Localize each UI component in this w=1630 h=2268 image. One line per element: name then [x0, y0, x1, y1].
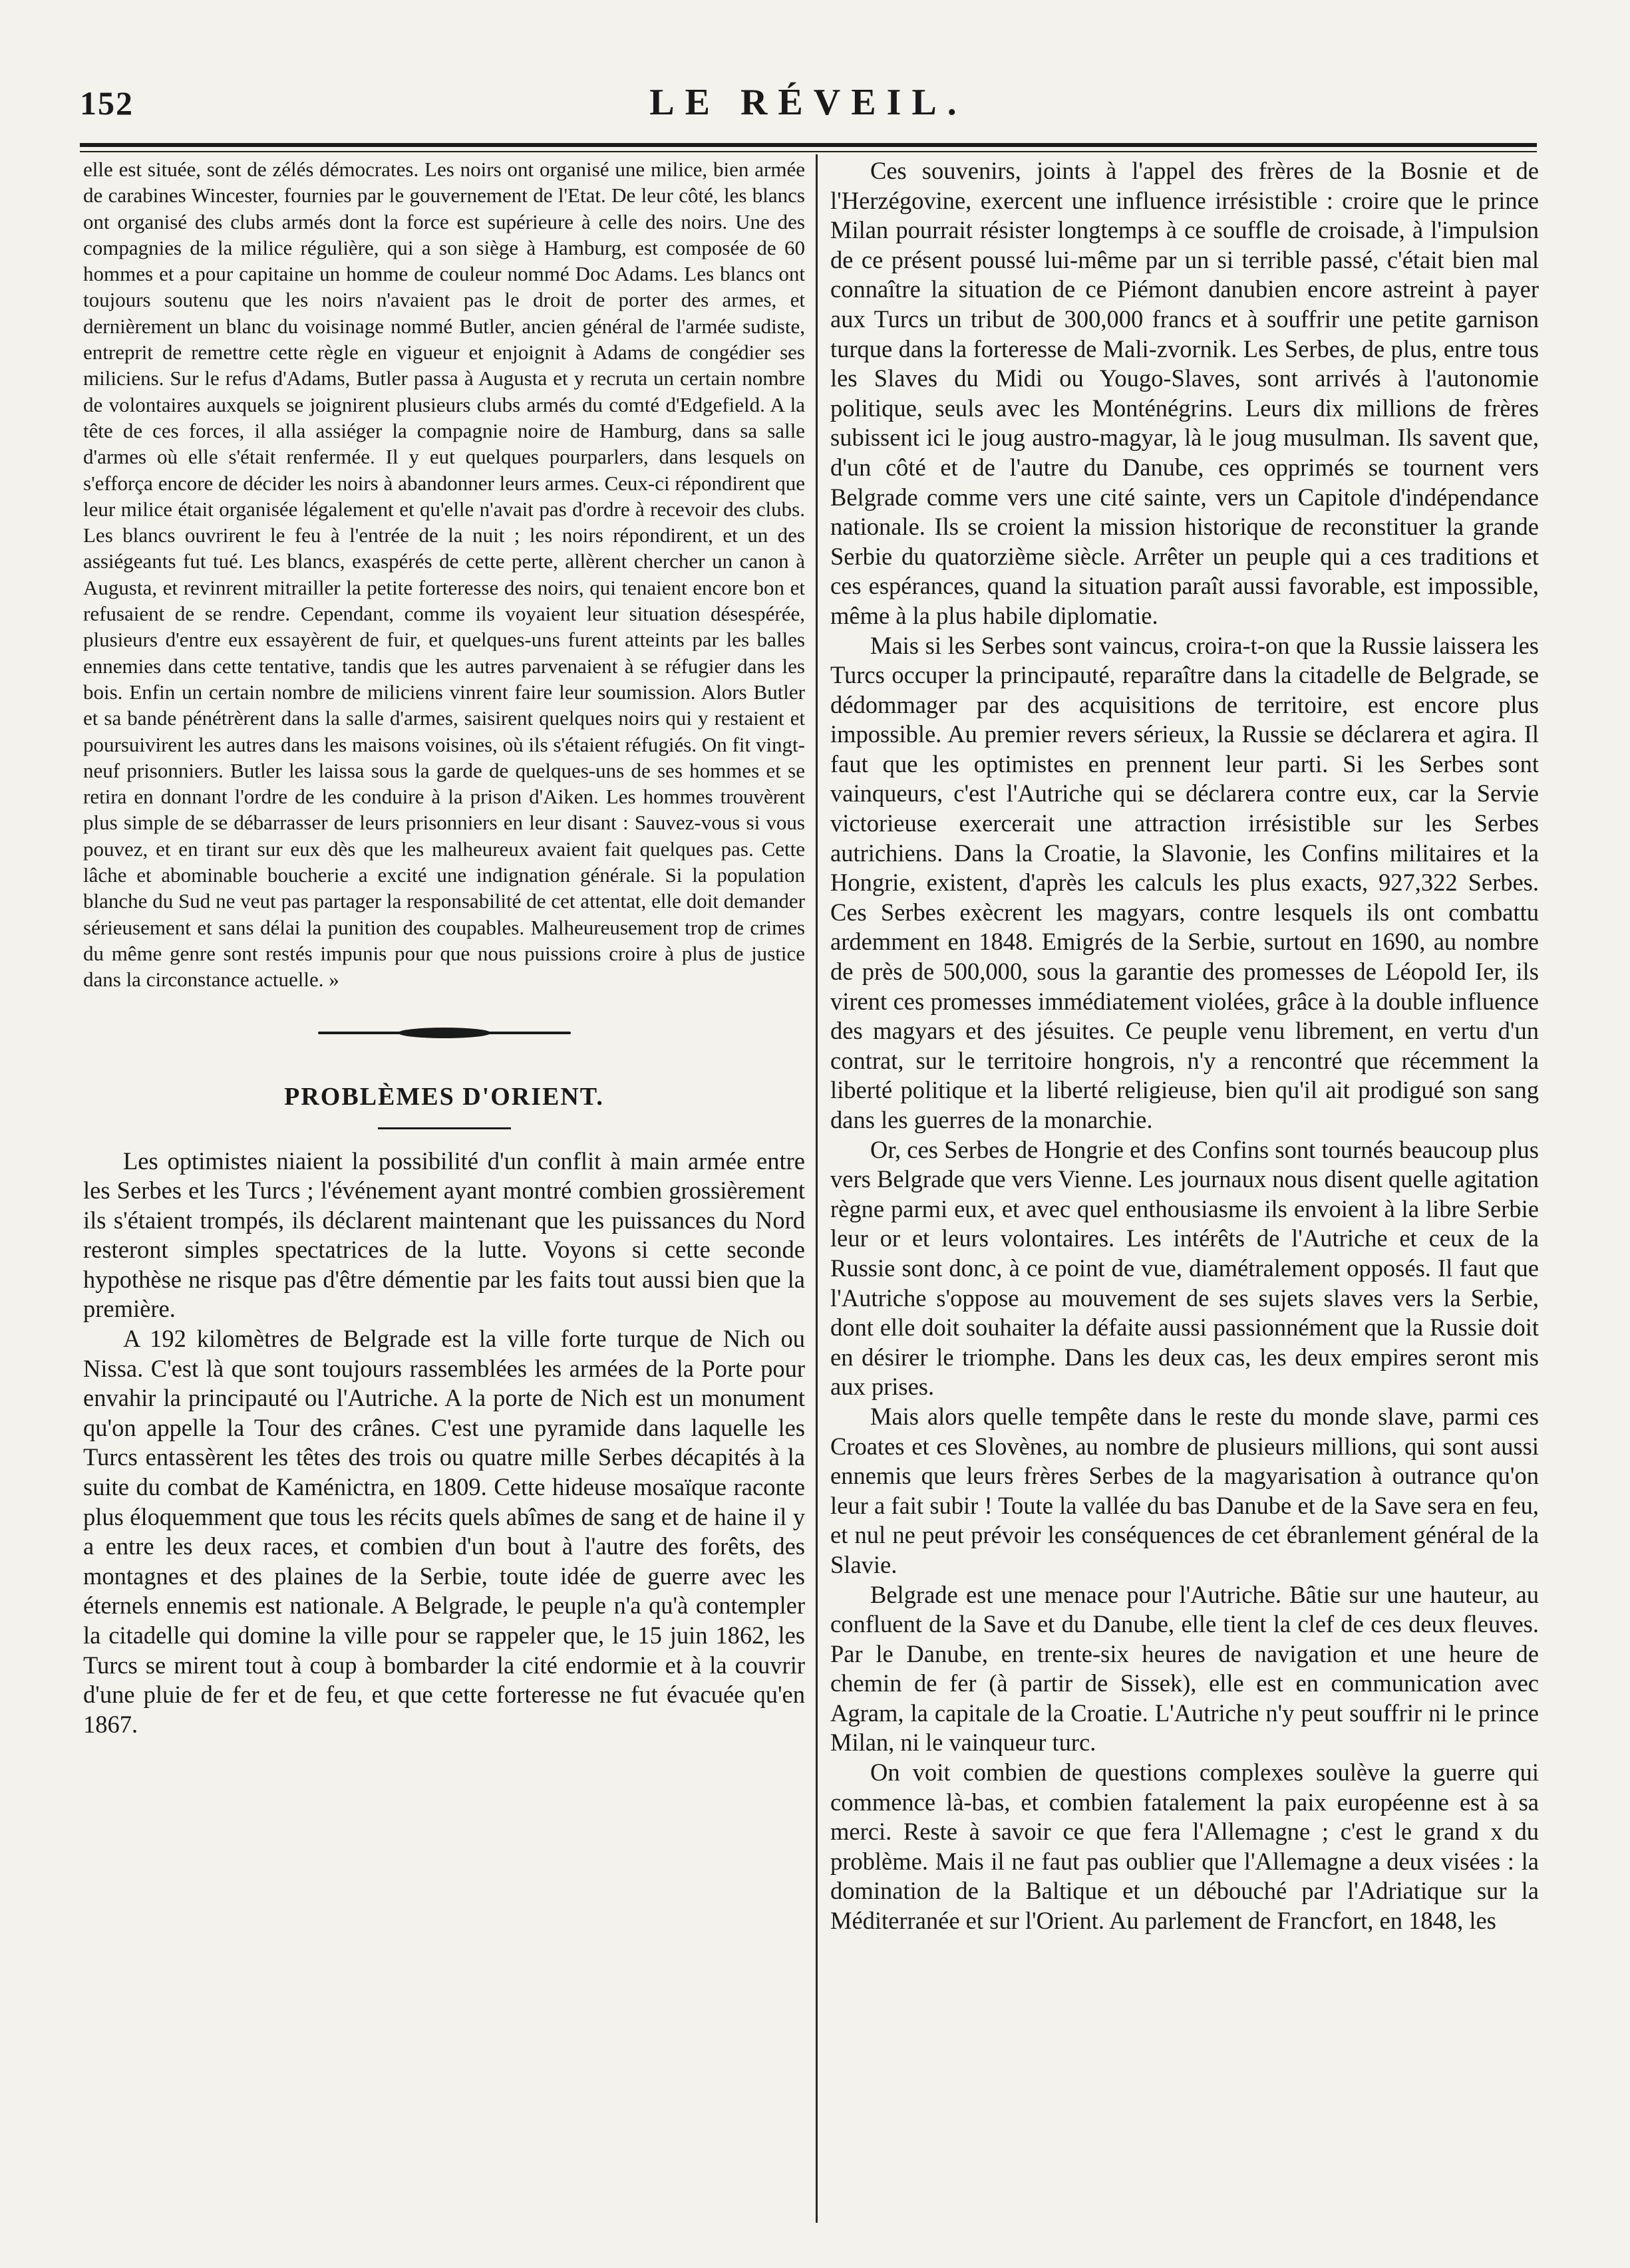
section-title-rule: [378, 1127, 511, 1129]
right-column: [830, 156, 1539, 1936]
article-paragraph: Belgrade est une menace pour l'Autriche. Bâtie sur une hauteur, au confluent de la Save et du Danube, elle tient la clef de ces deux fleuves. Par le Danube, en trente-six heures de navigation et une heure de chemin de fer (à partir de Sissek), elle est en communication avec Agram, la capitale de la Croatie. L'Autriche n'y peut souffrir ni le prince Milan, ni le vainqueur turc.: [830, 1580, 1539, 1757]
column-divider: [816, 154, 818, 2223]
article-paragraph: Ces souvenirs, joints à l'appel des frères de la Bosnie et de l'Herzégovine, exercent une influence irrésistible : croire que le prince Milan pourrait résister longtemps à ce souffle de croisade, à l'impulsion de ce présent poussé lui-même par un si terrible passé, c'était bien mal connaître la situation de ce Piémont danubien encore astreint à payer aux Turcs un tribut de 300,000 francs et à souffrir une petite garnison turque dans la forteresse de Mali-zvornik. Les Serbes, de plus, entre tous les Slaves du Midi ou Yougo-Slaves, sont arrivés à l'autonomie politique, seuls avec les Monténégrins. Leurs dix millions de frères subissent ici le joug austro-magyar, là le joug musulman. Ils savent que, d'un côté et de l'autre du Danube, ces opprimés se tournent vers Belgrade comme vers une cité sainte, vers un Capitole d'indépendance nationale. Ils se croient la mission historique de reconstituer la grande Serbie du quatorzième siècle. Arrêter un peuple qui a ces traditions et ces espérances, quand la situation paraît aussi favorable, est impossible, même à la plus habile diplomatie.: [830, 157, 1539, 629]
header-rule-thick: [80, 143, 1537, 147]
page-number: 152: [80, 84, 134, 122]
section-title: PROBLÈMES D'ORIENT.: [284, 1082, 604, 1111]
page-header: [80, 47, 1537, 133]
article-paragraph: A 192 kilomètres de Belgrade est la ville forte turque de Nich ou Nissa. C'est là que sont toujours rassemblées les armées de la Porte pour envahir la principauté ou l'Autriche. A la porte de Nich est un monument qu'on appelle la Tour des crânes. C'est une pyramide dans laquelle les Turcs entassèrent les têtes des trois ou quatre mille Serbes décapités à la suite du combat de Kaménictra, en 1809. Cette hideuse mosaïque raconte plus éloquemment que tous les récits quels abîmes de sang et de haine il y a entre les deux races, et combien d'un bout à l'autre des forêts, des montagnes et des plaines de la Serbie, toute idée de guerre avec les éternels ennemis est nationale. A Belgrade, le peuple n'a qu'à contempler la citadelle qui domine la ville pour se rappeler que, le 15 juin 1862, les Turcs se mirent tout à coup à bombarder la cité endormie et à la couvrir d'une pluie de fer et de feu, et que cette forteresse ne fut évacuée qu'en 1867.: [83, 1325, 805, 1738]
header-rule-thin: [80, 151, 1537, 152]
article-paragraph: Les optimistes niaient la possibilité d'un conflit à main armée entre les Serbes et les Turcs ; l'événement ayant montré combien grossièrement ils s'étaient trompés, ils déclarent maintenant que les puissances du Nord resteront simples spectatrices de la lutte. Voyons si cette seconde hypothèse ne risque pas d'être démentie par les faits tout aussi bien que la première.: [83, 1147, 805, 1323]
section-separator-ornament: [83, 993, 805, 1066]
left-column: [83, 156, 805, 1739]
article-continuation-paragraph: elle est située, sont de zélés démocrates. Les noirs ont organisé une milice, bien armée de carabines Wincester, fournies par le gouvernement de l'Etat. De leur côté, les blancs ont organisé des clubs armés dont la force est supérieure à celle des noirs. Une des compagnies de la milice régulière, qui a son siège à Hamburg, est composée de 60 hommes et a pour capitaine un homme de couleur nommé Doc Adams. Les blancs ont toujours soutenu que les noirs n'avaient pas le droit de porter des armes, et dernièrement un blanc du voisinage nommé Butler, ancien général de l'armée sudiste, entreprit de remettre cette règle en vigueur et enjoignit à Adams de congédier ses miliciens. Sur le refus d'Adams, Butler passa à Augusta et y recruta un certain nombre de volontaires auxquels se joignirent plusieurs clubs armés du comté d'Edgefield. A la tête de ces forces, il alla assiéger la compagnie noire de Hamburg, dans sa salle d'armes où elle s'était renfermée. Il y eut quelques pourparlers, dans lesquels on s'efforça encore de décider les noirs à abandonner leurs armes. Ceux-ci répondirent que leur milice était organisée légalement et qu'elle n'avait pas d'ordre à recevoir des clubs. Les blancs ouvrirent le feu à l'entrée de la nuit ; les noirs répondirent, et un des assiégeants fut tué. Les blancs, exaspérés de cette perte, allèrent chercher un canon à Augusta, et revinrent mitrailler la petite forteresse des noirs, qui tenaient encore bon et refusaient de se rendre. Cependant, comme ils voyaient leur situation désespérée, plusieurs d'entre eux essayèrent de fuir, et quelques-uns furent atteints par les balles ennemies dans cette tentative, tandis que les autres parvenaient à se réfugier dans les bois. Enfin un certain nombre de miliciens vinrent faire leur soumission. Alors Butler et sa bande pénétrèrent dans la salle d'armes, saisirent quelques noirs qui y restaient et poursuivirent les autres dans les maisons voisines, où ils s'étaient réfugiés. On fit vingt-neuf prisonniers. Butler les laissa sous la garde de quelques-uns de ses hommes et se retira en donnant l'ordre de les conduire à la prison d'Aiken. Les hommes trouvèrent plus simple de se débarrasser de leurs prisonniers en leur disant : Sauvez-vous si vous pouvez, et en tirant sur eux dès que les malheureux avaient fait quelques pas. Cette lâche et abominable boucherie a excité une indignation générale. Si la population blanche du Sud ne veut pas partager la responsabilité de cet attentat, elle doit demander sérieusement et sans délai la punition des coupables. Malheureusement trop de crimes du même genre sont restés impunis pour que nous puissions croire à plus de justice dans la circonstance actuelle. »: [83, 158, 805, 992]
article-paragraph: Mais alors quelle tempête dans le reste du monde slave, parmi ces Croates et ces Slovènes, au nombre de plusieurs millions, qui sont aussi ennemis que leurs frères Serbes de la magyarisation à outrance qu'on leur a fait subir ! Toute la vallée du bas Danube et de la Save sera en feu, et nul ne peut prévoir les conséquences de cet ébranlement général de la Slavie.: [830, 1402, 1539, 1578]
article-paragraph: Mais si les Serbes sont vaincus, croira-t-on que la Russie laissera les Turcs occuper la principauté, reparaître dans la citadelle de Belgrade, se dédommager par des acquisitions de territoire, est encore plus impossible. Au premier revers sérieux, la Russie se déclarera et agira. Il faut que les optimistes en prennent leur parti. Si les Serbes sont vainqueurs, c'est l'Autriche qui se déclarera contre eux, car la Servie victorieuse exercerait une attraction irrésistible sur les Serbes autrichiens. Dans la Croatie, la Slavonie, les Confins militaires et la Hongrie, existent, d'après les calculs les plus exacts, 927,322 Serbes. Ces Serbes exècrent les magyars, contre lesquels ils ont combattu ardemment en 1848. Emigrés de la Serbie, surtout en 1690, au nombre de près de 500,000, sous la garantie des promesses de Léopold Ier, ils virent ces promesses immédiatement violées, grâce à la double influence des magyars et des jésuites. Ce peuple venu librement, en vertu d'un contrat, sur le territoire hongrois, n'y a rencontré que récemment la liberté politique et la liberté religieuse, bien qu'il ait prodigué son sang dans les guerres de la monarchie.: [830, 631, 1539, 1133]
article-paragraph: Or, ces Serbes de Hongrie et des Confins sont tournés beaucoup plus vers Belgrade que vers Vienne. Les journaux nous disent quelle agitation règne parmi eux, et avec quel enthousiasme ils envoient à la libre Serbie leur or et leurs volontaires. Les intérêts de l'Autriche et ceux de la Russie sont donc, à ce point de vue, diamétralement opposés. Il faut que l'Autriche s'oppose au mouvement de ses sujets slaves vers la Serbie, dont elle doit souhaiter la défaite aussi passionnément que la Russie doit en désirer le triomphe. Dans les deux cas, les deux empires seront mis aux prises.: [830, 1135, 1539, 1401]
running-title: LE RÉVEIL.: [649, 82, 967, 123]
article-paragraph: On voit combien de questions complexes soulève la guerre qui commence là-bas, et combien fatalement la paix européenne est à sa merci. Reste à savoir ce que fera l'Allemagne ; c'est le grand x du problème. Mais il ne faut pas oublier que l'Allemagne a deux visées : la domination de la Baltique et un débouché par l'Adriatique sur la Méditerranée et sur l'Orient. Au parlement de Francfort, en 1848, les: [830, 1759, 1539, 1935]
